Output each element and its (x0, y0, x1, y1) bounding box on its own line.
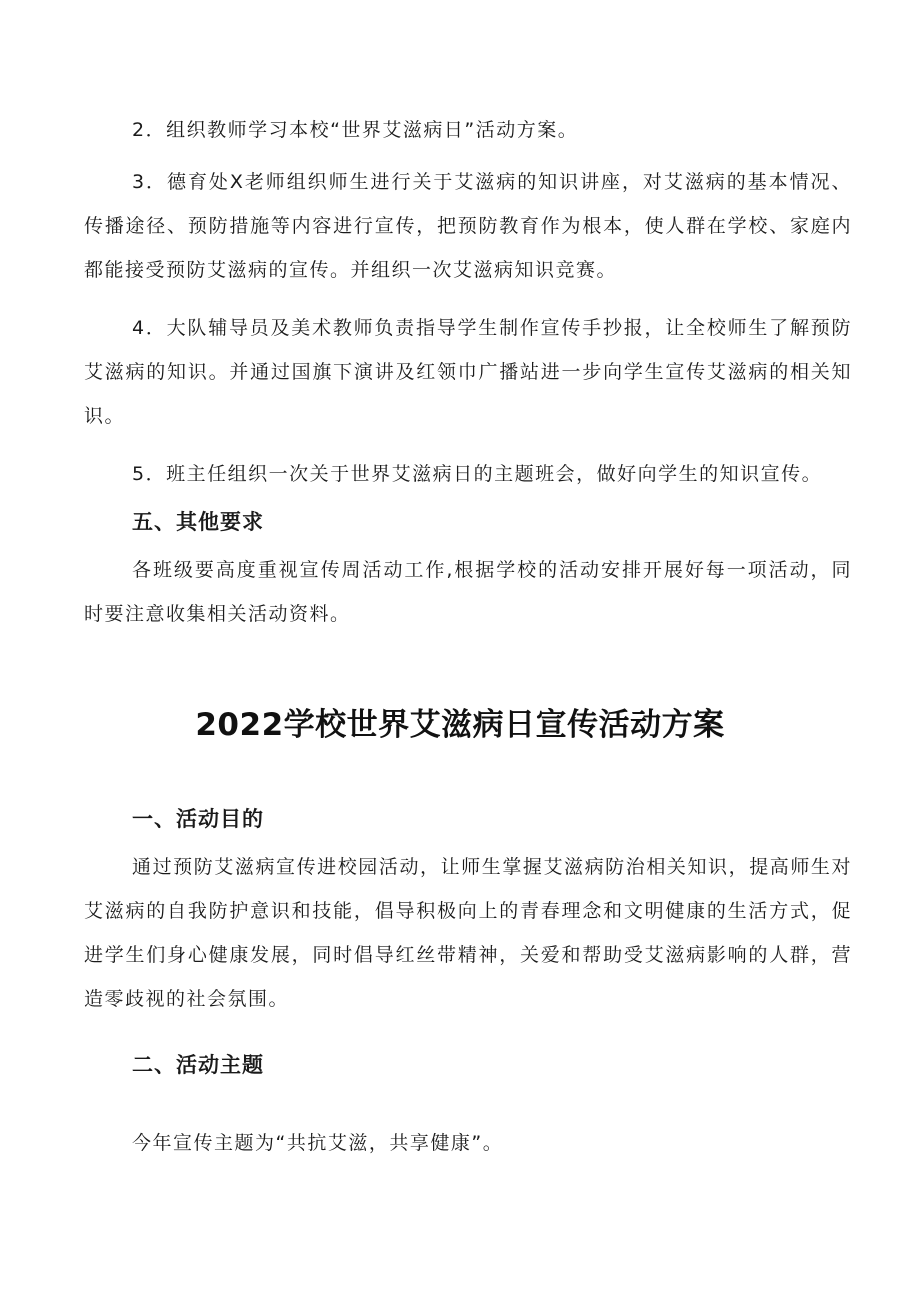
purpose-paragraph: 通过预防艾滋病宣传进校园活动，让师生掌握艾滋病防治相关知识，提高师生对艾滋病的自我防护意识和技能，倡导积极向上的青春理念和文明健康的生活方式，促进学生们身心健康发展，同时倡导红丝带精神，关爱和帮助受艾滋病影响的人群，营造零歧视的社会氛围。 (84, 856, 852, 1010)
theme-paragraph: 今年宣传主题为“共抗艾滋，共享健康”。 (132, 1132, 504, 1154)
section-heading-purpose: 一、活动目的 (132, 807, 264, 831)
list-item-5: 5．班主任组织一次关于世界艾滋病日的主题班会，做好向学生的知识宣传。 (132, 463, 823, 485)
section-heading-theme: 二、活动主题 (132, 1053, 264, 1077)
list-item-4: 4．大队辅导员及美术教师负责指导学生制作宣传手抄报，让全校师生了解预防艾滋病的知识。并通过国旗下演讲及红领巾广播站进一步向学生宣传艾滋病的相关知识。 (84, 317, 852, 427)
list-item-3: 3．德育处X老师组织师生进行关于艾滋病的知识讲座，对艾滋病的基本情况、传播途径、预防措施等内容进行宣传，把预防教育作为根本，使人群在学校、家庭内都能接受预防艾滋病的宣传。并组织一次艾滋病知识竞赛。 (84, 171, 852, 281)
requirements-paragraph: 各班级要高度重视宣传周活动工作,根据学校的活动安排开展好每一项活动，同时要注意收集相关活动资料。 (84, 559, 852, 625)
list-item-2: 2．组织教师学习本校“世界艾滋病日”活动方案。 (132, 119, 579, 141)
document-title: 2022学校世界艾滋病日宣传活动方案 (195, 707, 725, 743)
section-heading-other-requirements: 五、其他要求 (132, 510, 264, 534)
